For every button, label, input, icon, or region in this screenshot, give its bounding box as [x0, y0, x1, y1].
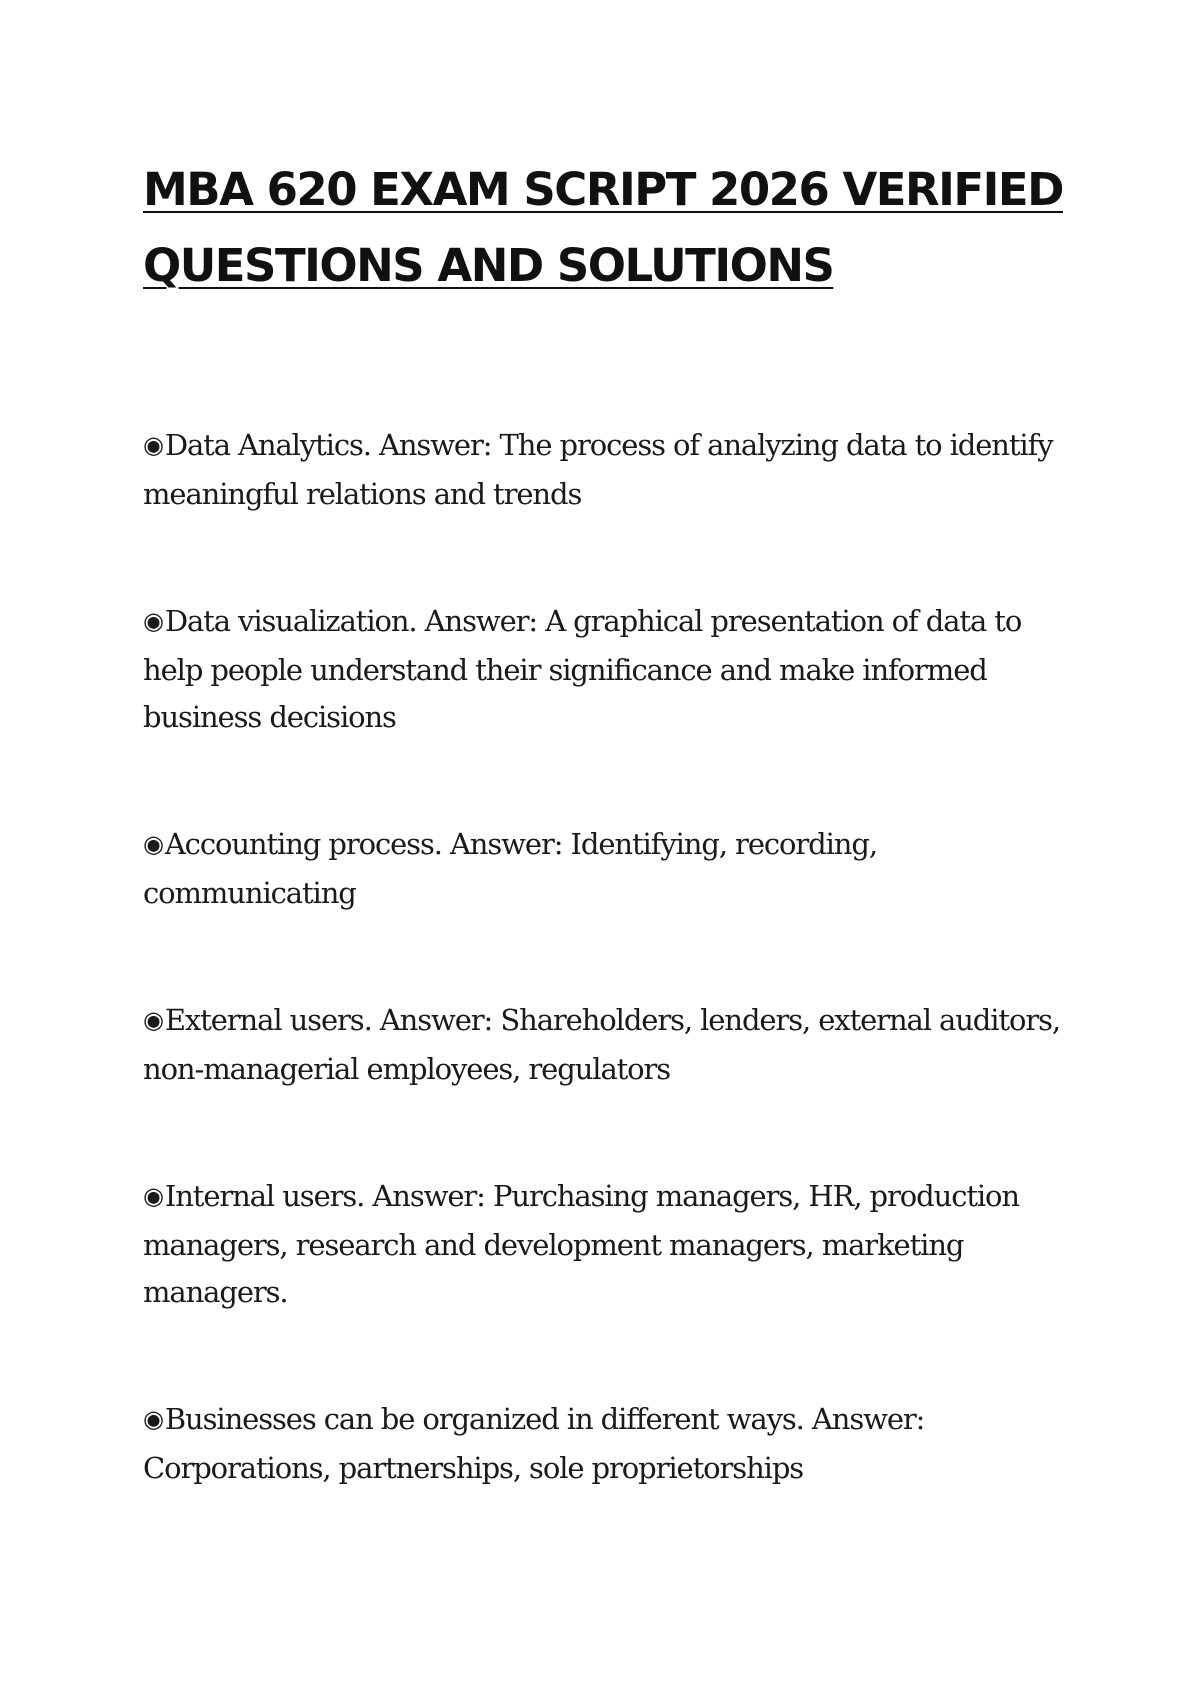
- qa-list: [143, 422, 1063, 1572]
- qa-text: External users. Answer: Shareholders, lenders, external auditors, non-managerial employees, regulators: [143, 1003, 1060, 1086]
- bullet-icon: ◉: [143, 1006, 163, 1034]
- qa-text: Accounting process. Answer: Identifying, recording, communicating: [143, 827, 877, 910]
- qa-item: [143, 997, 1063, 1093]
- bullet-icon: ◉: [143, 607, 163, 635]
- qa-text: Data visualization. Answer: A graphical presentation of data to help people understand their significance and make informed business decisions: [143, 604, 1022, 734]
- qa-item: [143, 1173, 1063, 1316]
- bullet-icon: ◉: [143, 1182, 163, 1210]
- qa-item: [143, 821, 1063, 917]
- qa-text: Businesses can be organized in different ways. Answer: Corporations, partnerships, sole proprietorships: [143, 1402, 925, 1485]
- bullet-icon: ◉: [143, 1405, 163, 1433]
- page-title-text: MBA 620 EXAM SCRIPT 2026 VERIFIED QUESTIONS AND SOLUTIONS: [143, 163, 1063, 292]
- qa-text: Data Analytics. Answer: The process of analyzing data to identify meaningful relations and trends: [143, 428, 1053, 511]
- qa-item: [143, 422, 1063, 518]
- qa-item: [143, 598, 1063, 741]
- qa-item: [143, 1396, 1063, 1492]
- bullet-icon: ◉: [143, 431, 163, 459]
- qa-text: Internal users. Answer: Purchasing managers, HR, production managers, research and development managers, marketing managers.: [143, 1179, 1019, 1309]
- page-title: [143, 152, 1063, 304]
- bullet-icon: ◉: [143, 830, 163, 858]
